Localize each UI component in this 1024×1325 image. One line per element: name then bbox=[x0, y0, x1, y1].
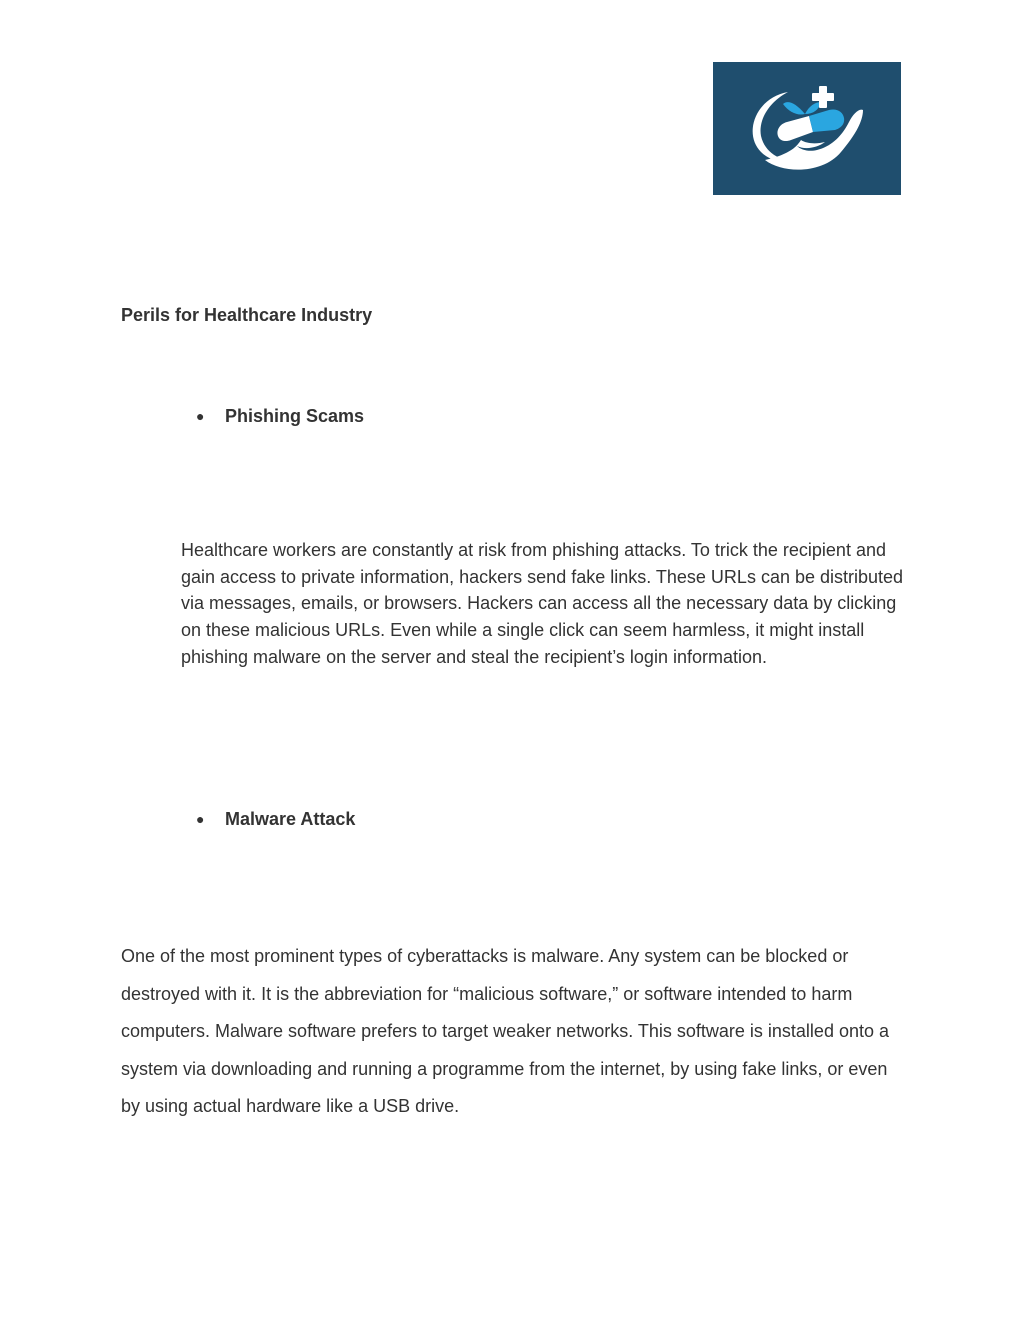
page-heading: Perils for Healthcare Industry bbox=[121, 305, 373, 325]
section-title-malware bbox=[196, 807, 355, 831]
bullet-icon: ● bbox=[196, 408, 205, 424]
section-title-text: Malware Attack bbox=[225, 809, 356, 829]
phishing-paragraph: Healthcare workers are constantly at risk from phishing attacks. To trick the recipient and gain access to private information, hackers send fake links. These URLs can be distributed via messages, emails, or browsers. Hackers can access all the necessary data by clicking on these malicious URLs. Even while a single click can seem harmless, it might install phishing malware on the server and steal the recipient’s login information. bbox=[181, 540, 904, 667]
healthcare-logo-icon bbox=[713, 62, 901, 195]
section-title-text: Phishing Scams bbox=[225, 406, 365, 426]
bullet-icon: ● bbox=[196, 811, 205, 827]
healthcare-logo bbox=[713, 62, 901, 195]
section-title-phishing bbox=[196, 404, 364, 428]
malware-paragraph: One of the most prominent types of cyberattacks is malware. Any system can be blocked or destroyed with it. It is the abbreviation for “malicious software,” or software intended to harm computers. Malware software prefers to target weaker networks. This software is installed onto a system via downloading and running a programme from the internet, by using fake links, or even by using actual hardware like a USB drive. bbox=[121, 946, 889, 1117]
